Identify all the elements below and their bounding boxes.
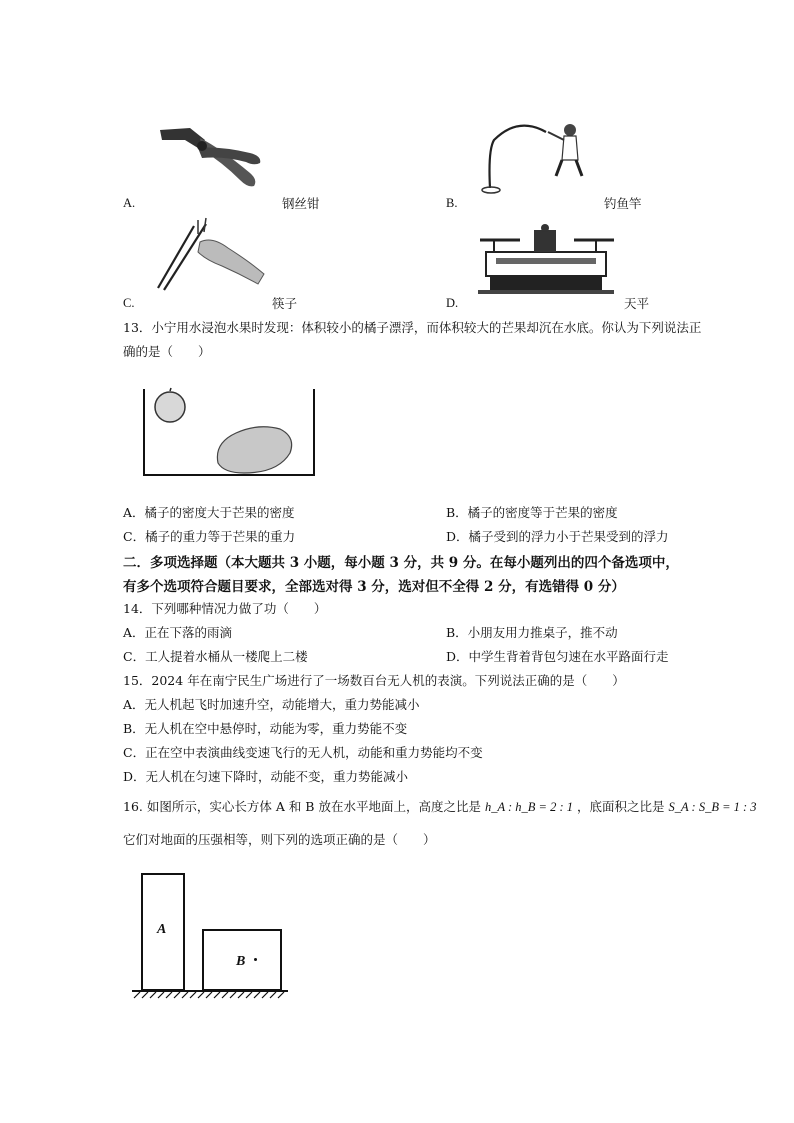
balance-scale-icon — [474, 222, 619, 296]
q16-stem-line1 — [123, 797, 757, 815]
option-d-caption: 天平 — [624, 296, 650, 311]
q15-option-b: B．无人机在空中悬停时，动能为零，重力势能不变 — [123, 721, 408, 736]
q13-option-c: C．橘子的重力等于芒果的重力 — [123, 529, 296, 544]
fishing-rod-icon — [478, 118, 608, 198]
q15-option-d: D．无人机在匀速下降时，动能不变，重力势能减小 — [123, 769, 409, 784]
q14-option-d: D．中学生背着背包匀速在水平路面行走 — [446, 649, 669, 664]
option-c-caption: 筷子 — [272, 296, 298, 311]
q15-stem: 15．2024 年在南宁民生广场进行了一场数百台无人机的表演。下列说法正确的是（ ） — [123, 673, 625, 688]
q13-stem-line1: 13．小宁用水浸泡水果时发现：体积较小的橘子漂浮，而体积较大的芒果却沉在水底。你认为下列说法正 — [123, 320, 702, 335]
q14-option-b: B．小朋友用力推桌子，推不动 — [446, 625, 618, 640]
section2-heading-line2: 有多个选项符合题目要求，全部选对得 3 分，选对但不全得 2 分，有选错得 0 分） — [123, 579, 625, 595]
blocks-figure-drawing — [130, 870, 290, 1000]
q14-stem: 14．下列哪种情况力做了功（ ） — [123, 601, 327, 616]
q15-option-c: C．正在空中表演曲线变速飞行的无人机，动能和重力势能均不变 — [123, 745, 483, 760]
block-b-label: B — [236, 954, 246, 969]
q13-stem-line2: 确的是（ ） — [123, 344, 211, 359]
q13-option-b: B．橘子的密度等于芒果的密度 — [446, 505, 618, 520]
q14-option-c: C．工人提着水桶从一楼爬上二楼 — [123, 649, 308, 664]
option-a-letter: A. — [123, 196, 136, 210]
fruit-tank-figure — [140, 385, 320, 480]
q16-area-ratio: S_A : S_B = 1 : 3 — [668, 800, 757, 814]
q16-stem-part-a: 16. 如图所示，实心长方体 A 和 B 放在水平地面上，高度之比是 — [123, 799, 481, 814]
option-b-letter: B. — [446, 196, 458, 210]
q14-option-a: A．正在下落的雨滴 — [123, 625, 233, 640]
option-d-letter: D. — [446, 296, 459, 310]
option-b-caption: 钓鱼竿 — [604, 196, 642, 211]
q15-option-a: A．无人机起飞时加速升空，动能增大，重力势能减小 — [123, 697, 420, 712]
pliers-icon — [150, 118, 270, 198]
section2-heading-line1: 二．多项选择题（本大题共 3 小题，每小题 3 分，共 9 分。在每小题列出的四个备选项中， — [123, 555, 679, 571]
option-c-letter: C. — [123, 296, 135, 310]
blocks-figure — [130, 870, 290, 1000]
q13-option-d: D．橘子受到的浮力小于芒果受到的浮力 — [446, 529, 669, 544]
q16-stem-part-b: ，底面积之比是 — [577, 799, 665, 814]
option-a-caption: 钢丝钳 — [282, 196, 320, 211]
block-a-label: A — [157, 922, 167, 937]
block-b-center-dot — [254, 958, 257, 961]
q16-height-ratio: h_A : h_B = 2 : 1 — [484, 800, 574, 814]
chopsticks-icon — [150, 214, 270, 294]
q16-stem-line2: 它们对地面的压强相等，则下列的选项正确的是（ ） — [123, 832, 436, 847]
q13-option-a: A．橘子的密度大于芒果的密度 — [123, 505, 295, 520]
